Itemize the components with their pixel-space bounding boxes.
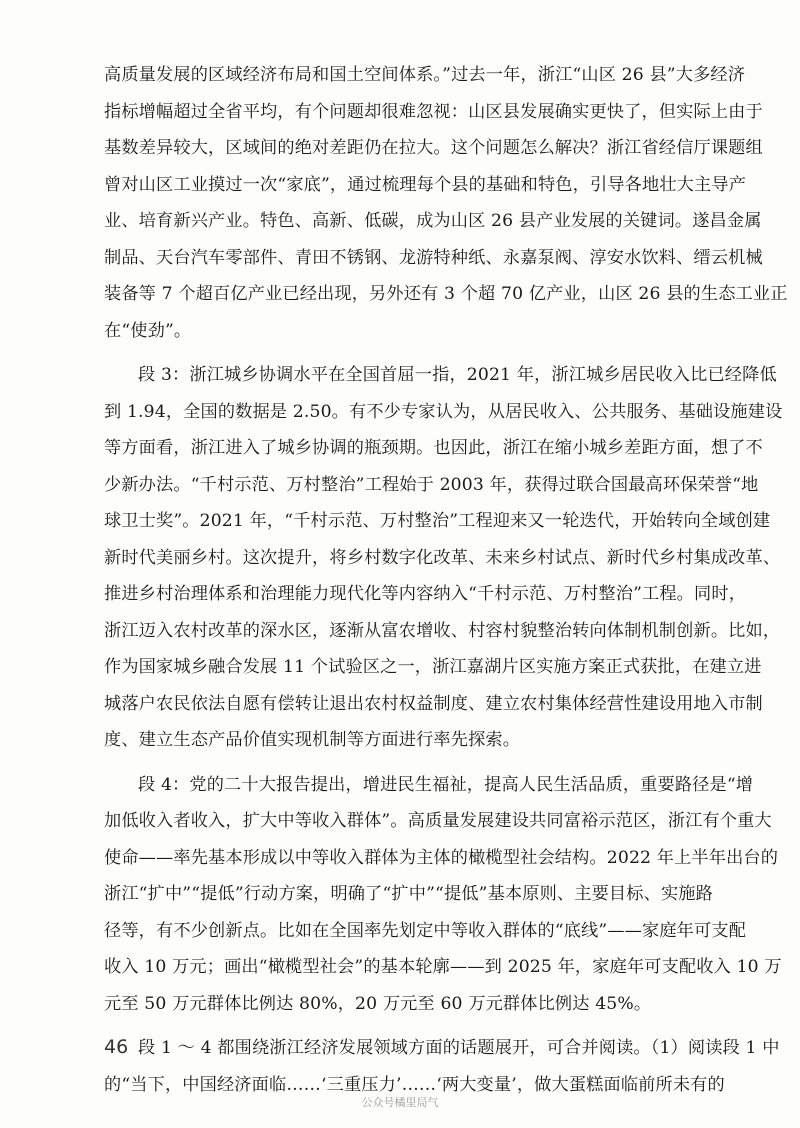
paragraph-summary <box>104 1030 780 1103</box>
text-line: 元至 50 万元群体比例达 80%，20 万元至 60 万元群体比例达 45%。 <box>104 993 652 1014</box>
text-line: 装备等 7 个超百亿产业已经出现，另外还有 3 个超 70 亿产业，山区 26 县的生态工业正 <box>104 284 788 304</box>
text-line: 到 1.94，全国的数据是 2.50。有不少专家认为，从居民收入、公共服务、基础设施建设 <box>104 401 783 422</box>
text-line: 等方面看，浙江进入了城乡协调的瓶颈期。也因此，浙江在缩小城乡差距方面，想了不 <box>104 438 763 458</box>
text-line: 加低收入者收入，扩大中等收入群体”。高质量发展建设共同富裕示范区，浙江有个重大 <box>104 811 772 831</box>
paragraph-4 <box>104 767 782 1023</box>
text-line: 径等，有不少创新点。比如在全国率先划定中等收入群体的“底线”——家庭年可支配 <box>104 920 747 941</box>
page-number: 46 <box>104 1036 129 1058</box>
text-line: 高质量发展的区域经济布局和国土空间体系。”过去一年，浙江“山区 26 县”大多经济 <box>104 65 746 85</box>
text-line: 曾对山区工业摸过一次“家底”，通过梳理每个县的基础和特色，引导各地壮大主导产 <box>104 174 747 195</box>
text-line: 度、建立生态产品价值实现机制等方面进行率先探索。 <box>104 730 521 750</box>
text-line: 收入 10 万元；画出“橄榄型社会”的基本轮廓——到 2025 年，家庭年可支配收入 10 万 <box>104 957 782 977</box>
text-line: 业、培育新兴产业。特色、高新、低碳，成为山区 26 县产业发展的关键词。遂昌金属 <box>104 211 762 231</box>
text-line: 基数差异较大，区域间的绝对差距仍在拉大。这个问题怎么解决？浙江省经信厅课题组 <box>104 138 763 158</box>
text-line: 作为国家城乡融合发展 11 个试验区之一，浙江嘉湖片区实施方案正式获批，在建立进 <box>104 657 762 677</box>
text-line: 新时代美丽乡村。这次提升，将乡村数字化改革、未来乡村试点、新时代乡村集成改革、 <box>104 547 781 568</box>
text-line: 段 4：党的二十大报告提出，增进民生福祉，提高人民生活品质，重要路径是“增 <box>138 774 754 795</box>
text-line: 少新办法。“千村示范、万村整治”工程始于 2003 年，获得过联合国最高环保荣誉“地 <box>104 474 759 495</box>
text-line: 在“使劲”。 <box>104 320 192 341</box>
text-line: 指标增幅超过全省平均，有个问题却很难忽视：山区县发展确实更快了，但实际上由于 <box>104 101 763 122</box>
text-line: 段 3：浙江城乡协调水平在全国首屈一指，2021 年，浙江城乡居民收入比已经降低 <box>138 365 777 385</box>
text-line: 浙江迈入农村改革的深水区，逐渐从富农增收、村容村貌整治转向体制机制创新。比如， <box>104 620 781 641</box>
watermark: 公众号橘里局气 <box>361 1096 439 1109</box>
text-line: 推进乡村治理体系和治理能力现代化等内容纳入“千村示范、万村整治”工程。同时， <box>104 584 747 604</box>
paragraph-continuation <box>104 57 788 349</box>
text-line: 制品、天台汽车零部件、青田不锈钢、龙游特种纸、永嘉泵阀、淳安水饮料、缙云机械 <box>104 247 763 268</box>
text-line: 浙江“扩中”“提低”行动方案，明确了“扩中”“提低”基本原则、主要目标、实施路 <box>104 884 713 904</box>
text-line: 的“当下，中国经济面临……‘三重压力’……‘两大变量’，做大蛋糕面临前所未有的 <box>104 1074 725 1095</box>
text-line: 球卫士奖”。2021 年，“千村示范、万村整治”工程迎来又一轮迭代，开始转向全域创建 <box>104 511 771 531</box>
text-line: 城落户农民依法自愿有偿转让退出农村权益制度、建立农村集体经营性建设用地入市制 <box>104 693 763 714</box>
paragraph-3 <box>104 357 783 759</box>
text-line: 使命——率先基本形成以中等收入群体为主体的橄榄型社会结构。2022 年上半年出台的 <box>104 847 779 868</box>
page-body <box>104 57 788 1111</box>
text-line: 段 1 ～ 4 都围绕浙江经济发展领域方面的话题展开，可合并阅读。（1）阅读段 1 中 <box>138 1038 780 1058</box>
